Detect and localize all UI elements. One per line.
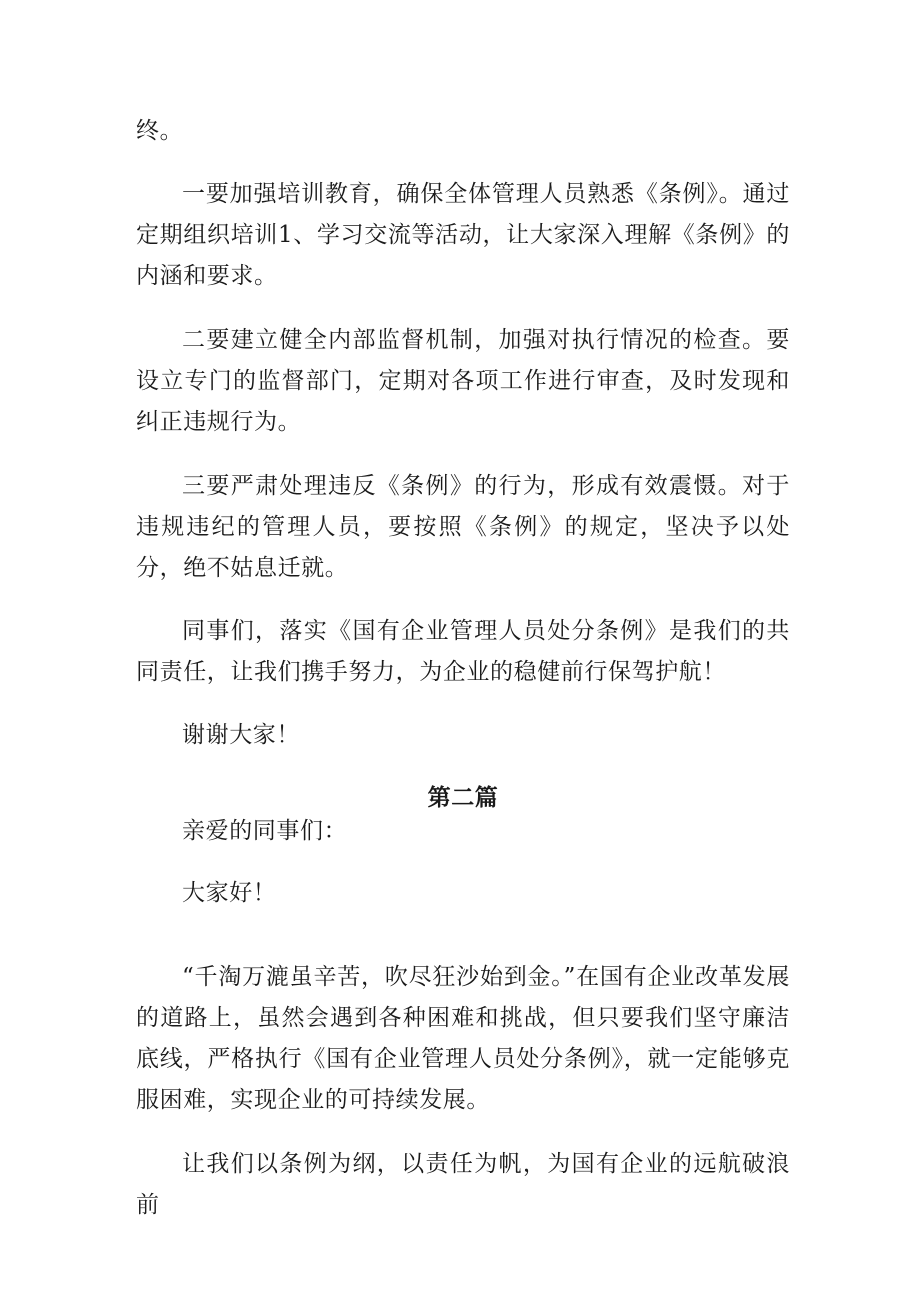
paragraph-continuation: 终。 [136,118,184,144]
paragraph-greeting: 大家好！ [182,880,277,906]
paragraph-supervision: 二要建立健全内部监督机制，加强对执行情况的检查。要设立专门的监督部门，定期对各项工作进行审查，及时发现和纠正违规行为。 [136,327,790,435]
section-heading: 第二篇 [427,784,499,811]
paragraph-colleagues: 同事们，落实《国有企业管理人员处分条例》是我们的共同责任，让我们携手努力，为企业的稳健前行保驾护航！ [136,618,790,685]
paragraph-discipline: 三要严肃处理违反《条例》的行为，形成有效震慑。对于违规违纪的管理人员，要按照《条例》的规定，坚决予以处分，绝不姑息迁就。 [136,473,790,581]
paragraph-thanks: 谢谢大家！ [182,722,300,748]
paragraph-training: 一要加强培训教育，确保全体管理人员熟悉《条例》。通过定期组织培训1、学习交流等活动，让大家深入理解《条例》的内涵和要求。 [136,181,790,289]
paragraph-closing: 让我们以条例为纲，以责任为帆，为国有企业的远航破浪前 [136,1151,790,1218]
paragraph-salutation: 亲爱的同事们： [182,818,348,844]
paragraph-quote: “千淘万漉虽辛苦，吹尽狂沙始到金。”在国有企业改革发展的道路上，虽然会遇到各种困难和挑战，但只要我们坚守廉洁底线，严格执行《国有企业管理人员处分条例》，就一定能够克服困难，实现企业的可持续发展。 [136,964,790,1113]
